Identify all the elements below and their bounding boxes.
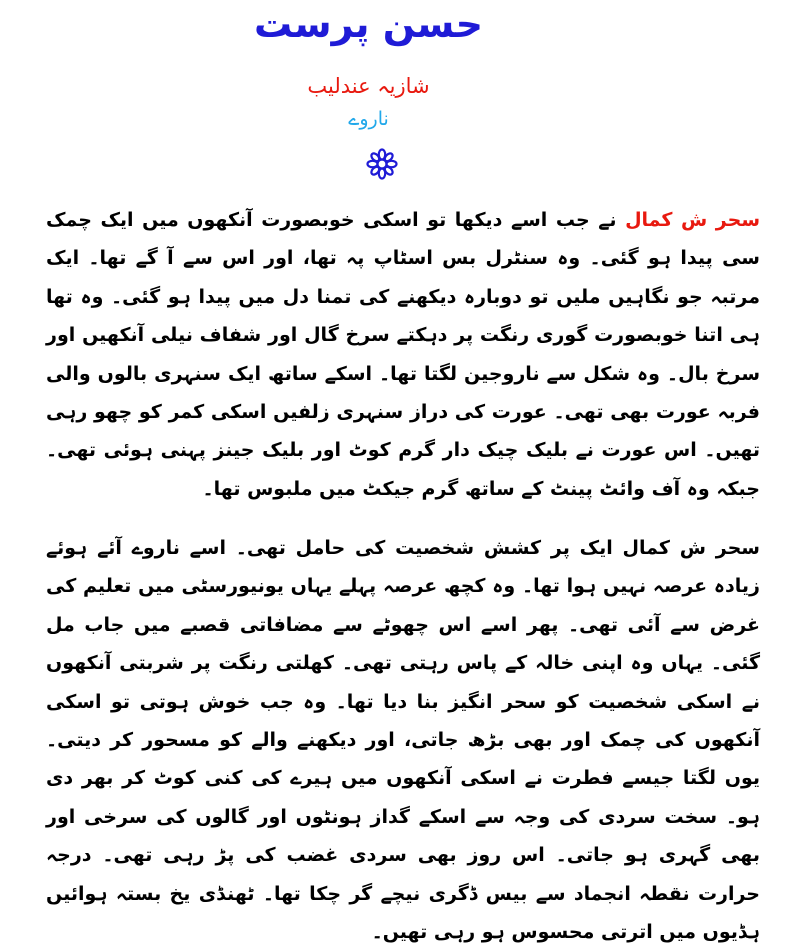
paragraph-2: سحر ش کمال ایک پر کشش شخصیت کی حامل تھی۔ اسے ناروے آئے ہوئے زیادہ عرصہ نہیں ہوا تھا۔ وہ کچھ عرصہ پہلے یہاں یونیورسٹی میں تعلیم کی غرض سے آئی تھی۔ پھر اسے اس چھوٹے سے مضافاتی قصبے میں جاب مل گئی۔ یہاں وہ اپنی خالہ کے پاس رہتی تھی۔ کھلتی رنگت پر شربتی آنکھوں نے اسکی شخصیت کو سحر انگیز بنا دیا تھا۔ وہ جب خوش ہوتی تو اسکی آنکھوں کی چمک اور بھی بڑھ جاتی، اور دیکھنے والے کو مسحور کر دیتی۔ یوں لگتا جیسے فطرت نے اسکی آنکھوں میں ہیرے کی کنی کوٹ کر بھر دی ہو۔ سخت سردی کی وجہ سے اسکے گداز ہونٹوں اور گالوں کی سرخی اور بھی گہری ہو جاتی۔ اس روز بھی سردی غضب کی پڑ رہی تھی۔ درجہ حرارت نقطہ انجماد سے بیس ڈگری نیچے گر چکا تھا۔ ٹھنڈی یخ بستہ ہوائیں ہڈیوں میں اترتی محسوس ہو رہی تھیں۔ [46, 537, 760, 944]
story-title: حسن پرست [254, 2, 483, 46]
character-name-highlight: سحر ش کمال [625, 209, 761, 231]
paragraph-1 [46, 201, 760, 508]
author-location: ناروے [348, 108, 389, 130]
flower-ornament-icon [366, 148, 398, 180]
paragraph-1-text: نے جب اسے دیکھا تو اسکی خوبصورت آنکھوں میں ایک چمک سی پیدا ہو گئی۔ وہ سنٹرل بس اسٹاپ پہ تھا، اور اس سے آ گے تھا۔ ایک مرتبہ جو نگاہیں ملیں تو دوبارہ دیکھنے کی تمنا دل میں پیدا ہو گئی۔ وہ تھا ہی اتنا خوبصورت گوری رنگت پر دہکتے سرخ گال اور شفاف نیلی آنکھیں اور سرخ بال۔ وہ شکل سے ناروجین لگتا تھا۔ اسکے ساتھ ایک سنہری بالوں والی فربہ عورت بھی تھی۔ عورت کی دراز سنہری زلفیں اسکی کمر کو چھو رہی تھیں۔ اس عورت نے بلیک چیک دار گرم کوٹ اور بلیک جینز پہنی ہوئی تھی۔ جبکہ وہ آف وائٹ پینٹ کے ساتھ گرم جیکٹ میں ملبوس تھا۔ [46, 209, 760, 500]
author-name: شازیہ عندلیب [307, 74, 430, 98]
